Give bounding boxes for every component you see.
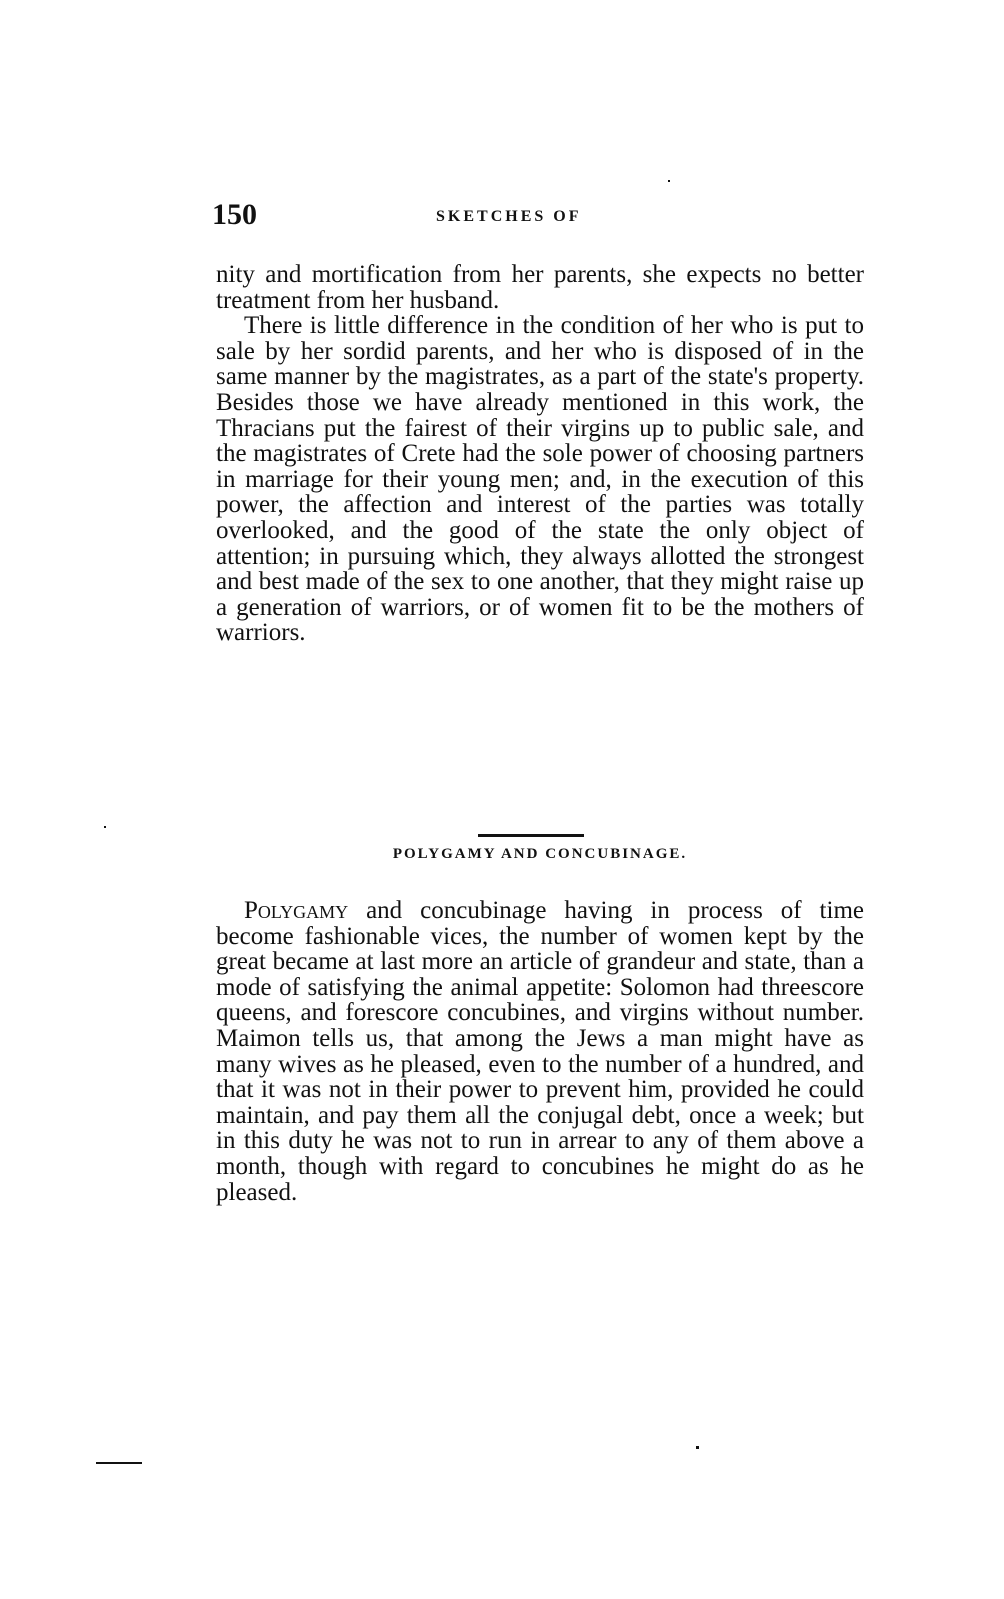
paragraph-polygamy-body: and concubinage having in process of time become fashionable vices, the number of women kept by the great became at last more an article of grandeur and state, than a mode of satisfying the animal appetite: Solomon had threescore queens, and forescore concubines, and virgins without number. Maimon tells us, that among the Jews a man might have as many wives as he pleased, even to the number of a hundred, and that it was not in their power to prevent him, provided he could maintain, and pay them all the conjugal debt, once a week; but in this duty he was not to run in arrear to any of them above a month, though with regard to concubines he might do as he pleased. (216, 897, 864, 1206)
scan-speck (668, 180, 670, 182)
page-header (212, 198, 864, 238)
scan-speck (696, 1446, 699, 1449)
running-head: SKETCHES OF (436, 208, 582, 225)
paragraph-polygamy (216, 898, 864, 1205)
scan-margin-line (96, 1462, 142, 1464)
section-heading: POLYGAMY AND CONCUBINAGE. (392, 846, 688, 862)
section-divider-rule (478, 834, 584, 837)
paragraph-continuation: nity and mortification from her parents, she expects no better treatment from her husband. (216, 261, 864, 314)
text-block-top (216, 262, 864, 646)
lead-word: Polygamy (244, 897, 349, 924)
page-number: 150 (212, 198, 257, 231)
paragraph-condition: There is little difference in the condition of her who is put to sale by her sordid parents, and her who is disposed of in the same manner by the magistrates, as a part of the state's property. Besides those we have already mentioned in this work, the Thracians put the fairest of their virgins up to public sale, and the magistrates of Crete had the sole power of choosing partners in marriage for their young men; and, in the execution of this power, the affection and interest of the parties was totally overlooked, and the good of the state the only object of attention; in pursuing which, they always allotted the strongest and best made of the sex to one another, that they might raise up a generation of warriors, or of women fit to be the mothers of warriors. (216, 312, 864, 647)
scan-speck (104, 826, 106, 828)
text-block-polygamy (216, 898, 864, 1205)
